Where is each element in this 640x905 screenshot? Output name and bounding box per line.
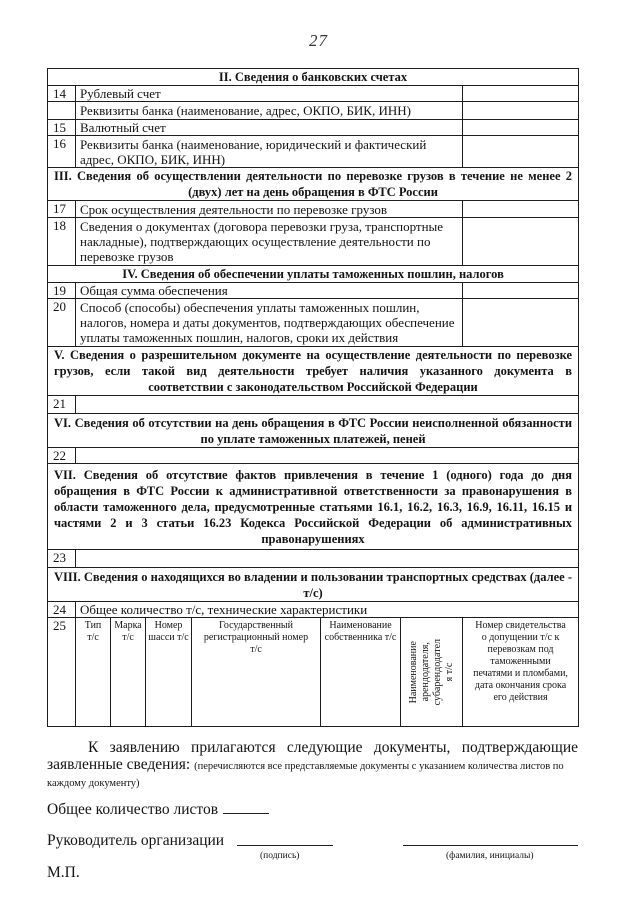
table-row [48,448,579,464]
signature-line [237,845,333,846]
attachments-note: (перечисляются все представляемые документы с указанием количества листов по каждому документу) [47,761,564,789]
entry-cell [76,550,579,568]
signature-captions [47,850,578,862]
table-row [48,136,579,168]
row-number: 14 [48,86,76,102]
row-label: Способ (способы) обеспечения уплаты таможенных пошлин, налогов, номера и даты документов, подтверждающих обеспечение уплаты таможенных пошлин, налогов, сроки их действия [76,299,463,347]
row-number: 24 [48,602,76,618]
row-number: 19 [48,283,76,299]
entry-cell [76,396,579,414]
table-row [48,102,579,120]
value-cell [463,120,579,136]
row-label: Общая сумма обеспечения [76,283,463,299]
section-heading: V. Сведения о разрешительном документе на осуществление деятельности по перевозке грузов, если такой вид деятельности требует наличия указанного документа в соответствии с законодательством Российской Федерации [48,347,579,396]
row-label: Реквизиты банка (наименование, адрес, ОКПО, БИК, ИНН) [76,102,463,120]
row-number [48,102,76,120]
page-number: 27 [309,31,328,50]
signature-caption: (подпись) [260,851,300,861]
attachments-label: заявленные сведения: [47,756,191,773]
form-content [47,68,578,882]
table-row [48,120,579,136]
vehicle-columns-row [48,618,579,727]
rotated-header-wrap [401,630,462,714]
row-label: Сведения о документах (договора перевозки груза, транспортные накладные), подтверждающих осуществление деятельности по перевозке грузов [76,218,463,266]
column-header-certificate: Номер свидетельства о допущении т/с к перевозкам под таможенными печатями и пломбами, дата окончания срока его действия [463,618,579,727]
head-signature-row [47,832,578,850]
table-row [48,396,579,414]
value-cell [463,218,579,266]
column-header-owner: Наименование собственника т/с [321,618,401,727]
table-row [48,86,579,102]
table-row [48,602,579,618]
table-row [48,299,579,347]
value-cell [463,136,579,168]
table-row [48,283,579,299]
column-header-registration: Государственный регистрационный номер т/с [192,618,321,727]
attachments-line1: К заявлению прилагаются следующие документы, подтверждающие [88,739,578,756]
section-heading: VIII. Сведения о находящихся во владении и пользовании транспортных средствах (далее - т/с) [48,568,579,602]
row-label: Реквизиты банка (наименование, юридический и фактический адрес, ОКПО, БИК, ИНН) [76,136,463,168]
row-number: 15 [48,120,76,136]
row-label: Общее количество т/с, технические характеристики [76,602,579,618]
row-number: 16 [48,136,76,168]
column-header-chassis: Номер шасси т/с [146,618,192,727]
section-heading: II. Сведения о банковских счетах [48,69,579,86]
row-number: 21 [48,396,76,414]
section-heading: VII. Сведения об отсутствие фактов привлечения в течение 1 (одного) года до дня обращения в ФТС России к административной ответственности за правонарушения в области таможенного дела, предусмотренные статьями 16.1, 16.2, 16.3, 16.9, 16.11, 16.15 и частями 2 и 3 статьи 16.23 Кодекса Российской Федерации об административных правонарушениях [48,464,579,550]
section-no-debt [48,414,579,448]
section-permit [48,347,579,396]
value-cell [463,102,579,120]
total-sheets-label: Общее количество листов [47,801,219,818]
value-cell [463,283,579,299]
name-line [403,845,578,846]
column-header-type: Тип т/с [76,618,111,727]
section-security [48,266,579,283]
table-row [48,218,579,266]
section-bank-accounts [48,69,579,86]
name-caption: (фамилия, инициалы) [446,851,534,861]
section-vehicles [48,568,579,602]
column-header-lessor-cell [401,618,463,727]
table-row [48,201,579,218]
attachments-line2 [47,757,578,791]
column-header-make: Марка т/с [111,618,146,727]
column-header-lessor: Наименование арендодателя, субарендодател я т/с [407,638,455,706]
row-number: 18 [48,218,76,266]
stamp-place: М.П. [47,864,80,881]
row-number: 23 [48,550,76,568]
row-number: 20 [48,299,76,347]
section-no-violations [48,464,579,550]
total-sheets [47,800,578,819]
application-form-table [47,68,579,727]
table-row [48,550,579,568]
section-heading: VI. Сведения об отсутствии на день обращения в ФТС России неисполненной обязанности по уплате таможенных платежей, пеней [48,414,579,448]
row-label: Валютный счет [76,120,463,136]
value-cell [463,86,579,102]
row-label: Рублевый счет [76,86,463,102]
entry-cell [76,448,579,464]
row-number: 17 [48,201,76,218]
row-label: Срок осуществления деятельности по перевозке грузов [76,201,463,218]
total-sheets-blank [223,800,269,814]
section-activity [48,168,579,201]
value-cell [463,299,579,347]
row-number: 22 [48,448,76,464]
row-number: 25 [48,618,76,727]
section-heading: III. Сведения об осуществлении деятельности по перевозке грузов в течение не менее 2 (двух) лет на день обращения в ФТС России [48,168,579,201]
head-label: Руководитель организации [47,832,225,849]
value-cell [463,201,579,218]
section-heading: IV. Сведения об обеспечении уплаты таможенных пошлин, налогов [48,266,579,283]
